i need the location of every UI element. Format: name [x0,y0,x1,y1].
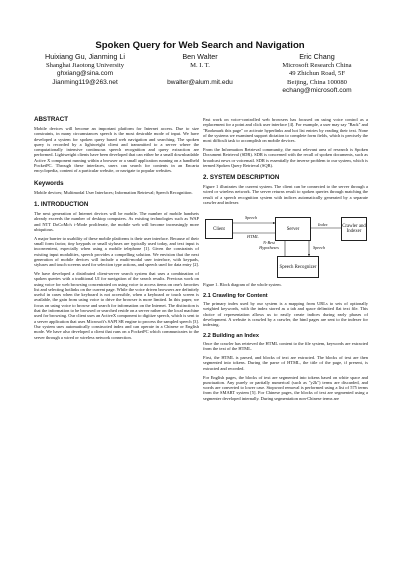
author-affiliation: M. I. T. [190,61,210,69]
building-index-heading: 2.2 Building an Index [203,332,259,339]
author-address: 49 Zhichun Road, 5F [288,70,346,78]
author-block-1 [30,53,140,87]
paragraph: We have developed a distributed client-server search system that uses a combination of spoken queries with a traditional UI for navigation of the search results. Previous work on using voice for web browsing concentrated on using voice to access items on one's favorites list and selecting hotlinks on the current page. While the voice driven browsers are definitely useful in cases when the keyboard is not accessible, when a keyboard or touch screen is available, the gain from using voice to drive the browser is more limited. In this paper, we focus on using voice to browse and search for information on the Internet. The distinction is that the information to be browsed or searched reside on a server rather on the local machine used for browsing. Our client uses an ActiveX component to digitize speech, which is sent to a server application that uses Microsoft's SAPI SR engine to process the sampled speech [3]. Our system uses automatically constructed index and can operate in a Chinese or English mode. We have also developed a client that runs on a PocketPC which communicates to the server through a wired or wireless network connection. [34,270,200,340]
paragraph: From the Information Retrieval community, the most relevant area of research is Spoken Document Retrieval (SDR). SDR is concerned with the recall of spoken documents, such as broadcast news or voicemail. SDR is essentially the inverse problem to our system, which is termed Spoken Query Retrieval (SQR). [203,146,368,168]
speech-label: Speech [245,215,258,221]
author-email: echang@microsoft.com [282,87,352,95]
paragraph: Figure 1 illustrates the current system. The client can be connected to the server through a wired or wireless network. The server returns result to spoken queries through matching the result of a speech recognition system with indices automatically generated by a separate crawler and indexer. [203,184,368,206]
keywords-text: Mobile devices; Multimodal User Interfaces; Information Retrieval; Speech Recognition. [34,189,193,195]
paragraph: A major barrier to usability of these mobile platforms is their user interface. Because of their small form factor, tiny keypads or small styluses are typically used today, and text input is inconvenient, especially when using a mobile telephone [1]. Given the constraints of existing input modalities, speech provides a compelling solution. We envision that the next generation of mobile devices will include a multi-modal user interface, with keypads, styluses and touch screens used for selection type actions, and speech used for data entry [2]. [34,235,199,268]
author-email: Jianming119@263.net [52,78,118,86]
crawler-indexer-box: Crawler and Indexer [341,217,367,241]
paper-title: Spoken Query for Web Search and Navigation [95,40,305,51]
index-label: Index [318,222,328,228]
left-column [34,110,199,343]
author-name: Huixiang Gu, Jianming Li [45,52,125,61]
crawling-heading: 2.1 Crawling for Content [203,292,268,299]
author-name: Eric Chang [299,52,335,61]
speech-label: Speech [313,245,326,251]
author-name: Ben Walter [182,52,218,61]
author-block-3 [262,53,372,96]
speech-recognizer-box: Speech Recognizer [277,256,319,278]
paragraph: Once the crawler has retrieved the HTML content to the file system, keywords are extracted from the text of the HTML. [203,341,368,352]
abstract-text: Mobile devices will become an important platform for Internet access. Due to size constraints, in many circumstances speech is the most desirable mode of input. We have developed a system for spoken query based web navigation and searching. The spoken query is recorded by a lightweight client and transmitted to a server where the computationally intensive continuous speech recognition and query extraction are performed. Lightweight clients have been developed that can either be a small downloadable Active X component running within a browser or a small application running on a handheld PocketPC. Through these interfaces, users can search for contents in an Encarta encyclopedia, content of a particular website, or navigate to popular websites. [34,126,199,174]
paragraph: First, the HTML is parsed, and blocks of text are extracted. The blocks of text are then segmented into tokens. During the parse of HTML, the title of the page, if present, is extracted and recorded. [203,355,368,371]
paragraph: For English pages, the blocks of text are segmented into tokens based on white space and punctuation. Any purely or partially numerical (such as "y2k") terms are discarded, and words are converted to lower case. Stopword removal is performed using a list of 575 terms from the SMART system [5]. For Chinese pages, the blocks of text are segmented using a segmenter developed internally. During segmentation non-Chinese terms are [203,374,368,401]
client-box: Client [205,219,233,239]
paragraph: Past work on voice-controlled web browsers has focused on using voice control as a replacement for a point and click user interface [4]. For example, a user may say "Back" and "Bookmark this page" or activate hyperlinks and hot list entries by reading their text. None of the systems we examined support dictation to complete form fields, which is precisely the most difficult task to accomplish on mobile devices. [203,117,368,144]
html-label: HTML [247,234,259,240]
paragraph: The next generation of Internet devices will be mobile. The number of mobile handsets already exceeds the number of desktop computers. As existing technologies such as WAP and NTT DoCoMo's i-Mode proliferate, the mobile web will become increasingly more ubiquitous. [34,210,199,232]
figure-caption: Figure 1. Block diagram of the whole system. [203,282,282,288]
right-column [203,117,368,405]
server-box: Server [275,217,311,241]
n-best-label: N-Best Hypotheses [259,240,279,250]
block-diagram [203,209,367,279]
paragraph: The primary index used by our system is a mapping from URLs to sets of optionally weighted keywords, with the index stored as a tab and space delimited flat text file. This choice of representation allows us to easily create indices during early phases of development. A website is crawled by a crawler, the html pages are sent to the indexer for indexing. [203,301,368,328]
author-email: ghxiang@sina.com [56,70,114,78]
author-affiliation: Shanghai Jiaotong University [45,61,125,69]
author-email: bwalter@alum.mit.edu [167,78,233,86]
system-description-heading: 2. SYSTEM DESCRIPTION [203,174,280,182]
author-affiliation: Microsoft Research China [282,61,352,69]
author-city: Beijing, China 100080 [287,78,347,86]
author-block-2 [145,53,255,87]
keywords-heading: Keywords [34,179,64,187]
abstract-heading: ABSTRACT [34,116,69,123]
introduction-heading: 1. INTRODUCTION [34,200,89,208]
